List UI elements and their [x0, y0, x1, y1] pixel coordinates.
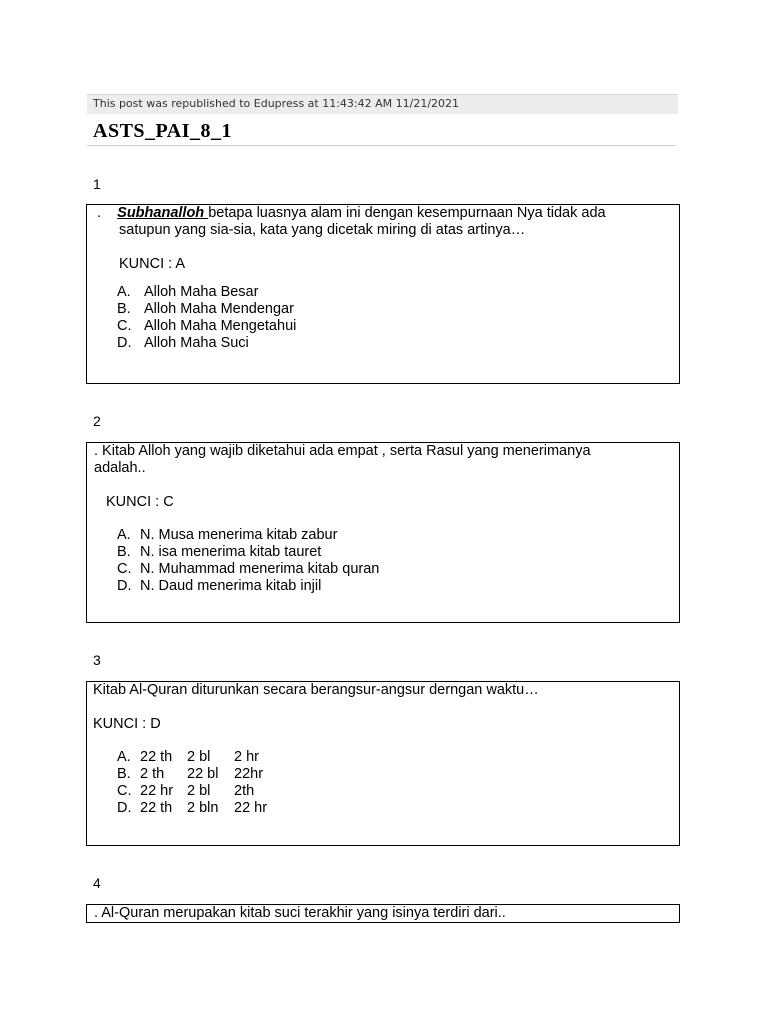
option-text: Alloh Maha Besar	[144, 284, 259, 300]
question-number: 2	[93, 413, 101, 429]
question-number: 4	[93, 875, 101, 891]
option-cell: 22 hr	[140, 783, 174, 799]
option-letter: D.	[117, 335, 132, 351]
option-text: N. Musa menerima kitab zabur	[140, 527, 338, 543]
option-cell: 2 bl	[187, 749, 211, 765]
question-text-line: satupun yang sia-sia, kata yang dicetak miring di atas artinya…	[119, 222, 526, 238]
question-text-line: . Kitab Alloh yang wajib diketahui ada empat , serta Rasul yang menerimanya	[94, 443, 591, 459]
question-number: 3	[93, 652, 101, 668]
option-item	[117, 766, 317, 783]
option-cell: 2 bln	[187, 800, 219, 816]
question-text-line: . Al-Quran merupakan kitab suci terakhir yang isinya terdiri dari..	[94, 905, 506, 921]
question-lead: .	[97, 205, 102, 221]
option-letter: C.	[117, 318, 132, 334]
option-letter: B.	[117, 766, 131, 782]
option-letter: C.	[117, 561, 132, 577]
question-number: 1	[93, 176, 101, 192]
question-box	[86, 904, 680, 923]
question-box	[86, 442, 680, 623]
option-text: N. isa menerima kitab tauret	[140, 544, 322, 560]
question-text-line	[97, 205, 606, 221]
option-letter: A.	[117, 527, 131, 543]
option-letter: A.	[117, 749, 131, 765]
option-letter: B.	[117, 544, 131, 560]
question-emphasis: Subhanalloh	[117, 205, 209, 221]
option-cell: 2 hr	[234, 749, 259, 765]
option-item	[117, 783, 317, 800]
option-text: Alloh Maha Suci	[144, 335, 249, 351]
option-letter: A.	[117, 284, 131, 300]
page-title: ASTS_PAI_8_1	[93, 120, 232, 142]
option-cell: 22 th	[140, 800, 173, 816]
republish-notice: This post was republished to Edupress at 11:43:42 AM 11/21/2021	[93, 97, 460, 110]
answer-key: KUNCI : A	[119, 256, 186, 272]
question-box	[86, 204, 680, 384]
answer-key: KUNCI : C	[106, 494, 174, 510]
option-item	[117, 749, 317, 766]
option-text: Alloh Maha Mendengar	[144, 301, 294, 317]
question-text-line: Kitab Al-Quran diturunkan secara berangsur-angsur derngan waktu…	[93, 682, 539, 698]
answer-key: KUNCI : D	[93, 716, 161, 732]
question-text-line: adalah..	[94, 460, 146, 476]
option-cell: 2 bl	[187, 783, 211, 799]
option-text: N. Daud menerima kitab injil	[140, 578, 322, 594]
question-text: betapa luasnya alam ini dengan kesempurnaan Nya tidak ada	[208, 205, 606, 221]
title-divider	[87, 145, 676, 146]
option-cell: 22 hr	[234, 800, 268, 816]
option-cell: 2 th	[140, 766, 165, 782]
option-text: N. Muhammad menerima kitab quran	[140, 561, 380, 577]
option-cell: 22hr	[234, 766, 264, 782]
option-letter: D.	[117, 578, 132, 594]
option-item	[117, 800, 317, 817]
option-letter: D.	[117, 800, 132, 816]
option-cell: 2th	[234, 783, 255, 799]
option-letter: C.	[117, 783, 132, 799]
question-box	[86, 681, 680, 846]
option-text: Alloh Maha Mengetahui	[144, 318, 297, 334]
option-cell: 22 th	[140, 749, 173, 765]
option-cell: 22 bl	[187, 766, 219, 782]
option-letter: B.	[117, 301, 131, 317]
republish-banner	[87, 94, 678, 114]
